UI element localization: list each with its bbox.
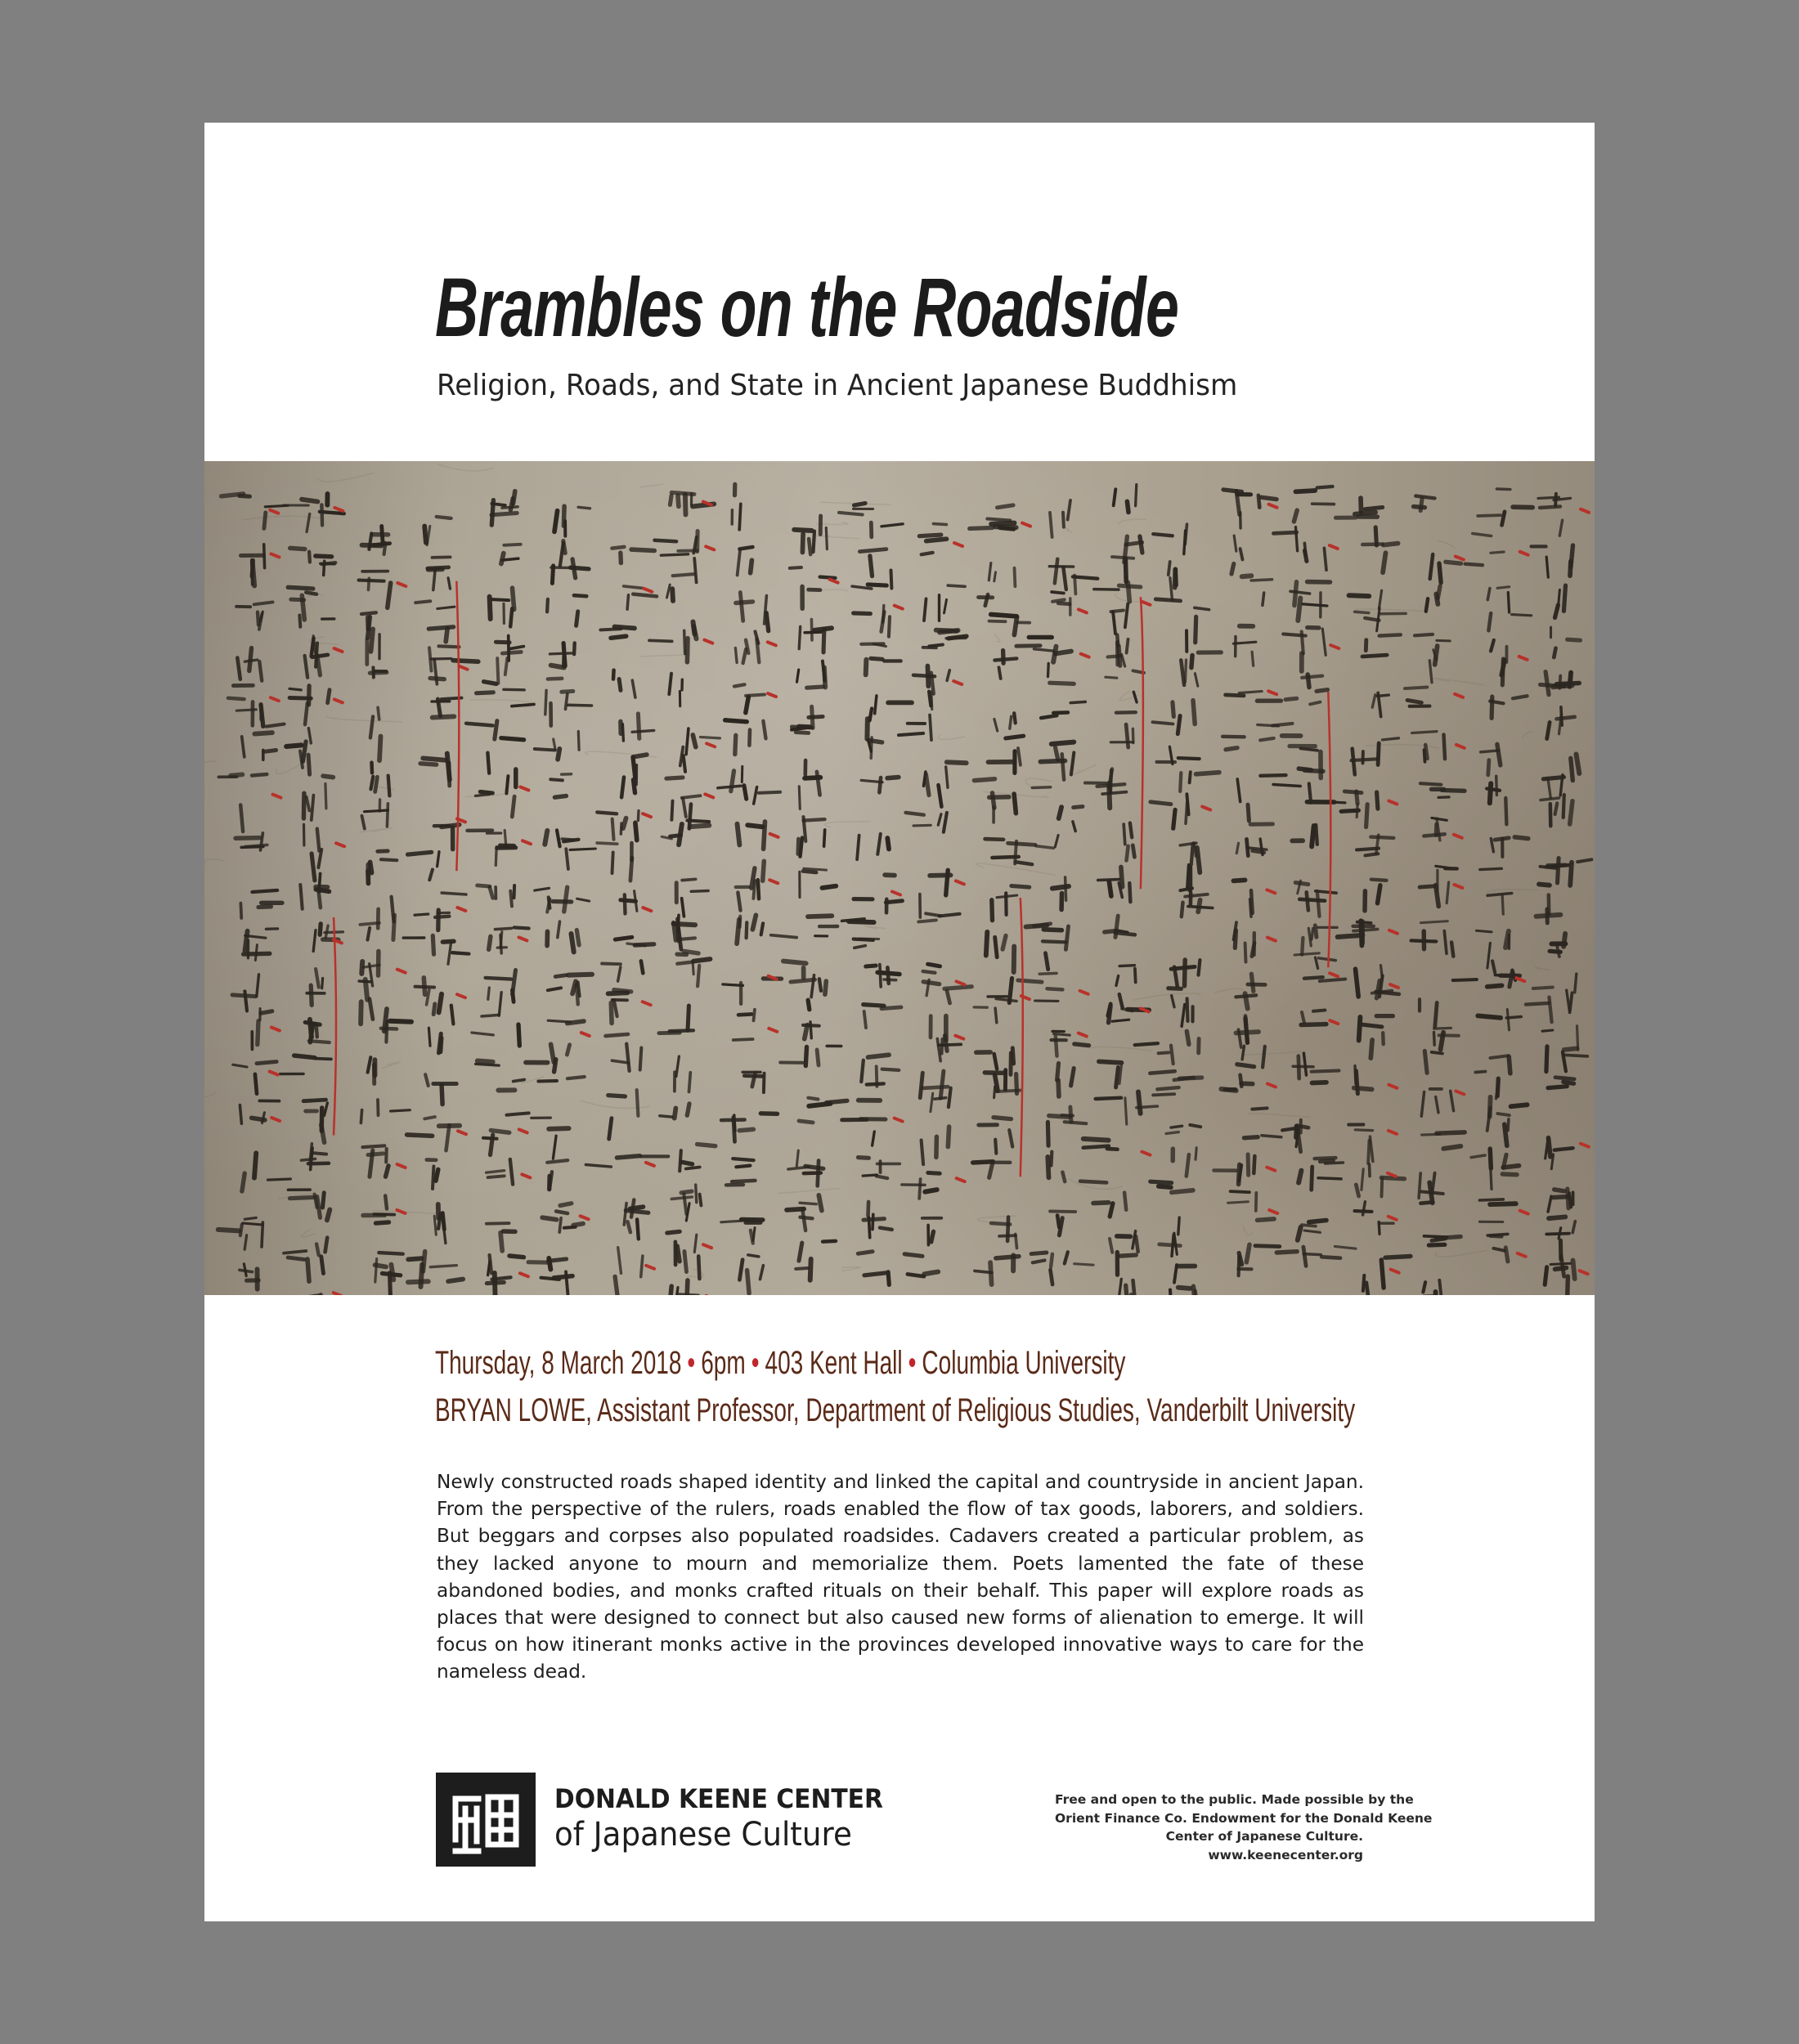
abstract-text: Newly constructed roads shaped identity and linked the capital and countryside in ancient Japan. From the perspective of the rulers, roads enabled the flow of tax goods, laborers, and soldiers. But beggars and corpses also populated roadsides. Cadavers created a particular problem, as they lacked anyone to mourn and memorialize them. Poets lamented the fate of these abandoned bodies, and monks crafted rituals on their behalf. This paper will explore roads as places that were designed to connect but also caused new forms of alienation to emerge. It will focus on how itinerant monks active in the provinces developed innovative ways to care for the nameless dead. [437, 1471, 1364, 1683]
speaker-info: BRYAN LOWE, Assistant Professor, Department of Religious Studies, Vanderbilt University [435, 1392, 1356, 1428]
center-logo [436, 1773, 536, 1867]
event-time: 6pm [701, 1345, 746, 1381]
poster-title: Brambles on the Roadside [435, 261, 1179, 354]
separator-dot: • [687, 1345, 696, 1381]
credits-line: Orient Finance Co. Endowment for the Donald Keene [1055, 1810, 1433, 1826]
poster [204, 123, 1595, 1921]
event-details [435, 1342, 1125, 1383]
credits-block [1055, 1791, 1433, 1864]
logo-mark-icon [436, 1773, 536, 1867]
event-date: Thursday, 8 March 2018 [435, 1345, 682, 1381]
event-room: 403 Kent Hall [765, 1345, 903, 1381]
manuscript-calligraphy [204, 461, 1595, 1295]
website-text: www.keenecenter.org [1208, 1847, 1363, 1862]
separator-dot: • [908, 1345, 917, 1381]
separator-dot: • [751, 1345, 760, 1381]
credits-line: Free and open to the public. Made possible by the [1055, 1792, 1414, 1807]
organization-name: DONALD KEENE CENTER [554, 1783, 883, 1814]
credits-line: Center of Japanese Culture. [1165, 1829, 1363, 1844]
poster-subtitle: Religion, Roads, and State in Ancient Japanese Buddhism [437, 369, 1238, 402]
organization-subtitle: of Japanese Culture [554, 1816, 852, 1853]
event-institution: Columbia University [922, 1345, 1126, 1381]
manuscript-image [204, 461, 1595, 1295]
